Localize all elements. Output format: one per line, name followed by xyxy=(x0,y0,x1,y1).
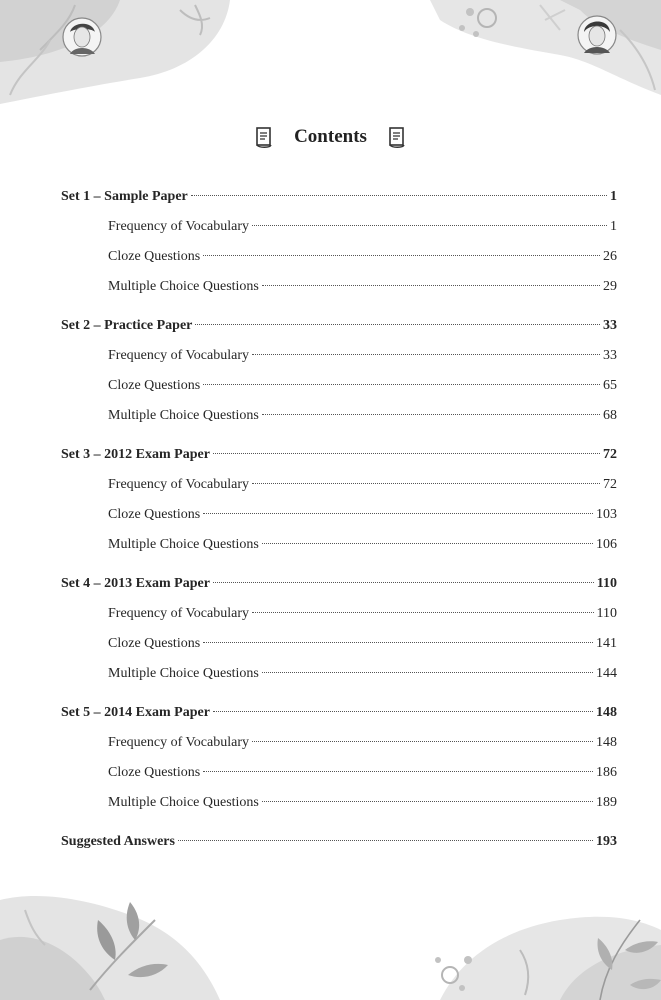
toc-page-number: 72 xyxy=(603,477,617,492)
toc-page-number: 33 xyxy=(603,318,617,333)
toc-entry-label: Multiple Choice Questions xyxy=(108,279,259,294)
dot-leader xyxy=(262,414,600,415)
dot-leader xyxy=(195,324,600,325)
toc-page-number: 148 xyxy=(596,735,617,750)
toc-entry-link[interactable] xyxy=(61,534,617,564)
toc-page-number: 29 xyxy=(603,279,617,294)
toc-page-number: 189 xyxy=(596,795,617,810)
toc-entry-label: Cloze Questions xyxy=(108,249,201,264)
dot-leader xyxy=(262,801,593,802)
toc-page-number: 68 xyxy=(603,408,617,423)
toc-entry-label: Cloze Questions xyxy=(108,378,201,393)
toc-page-number: 106 xyxy=(596,537,617,552)
toc-page-number: 33 xyxy=(603,348,617,363)
toc-heading-link[interactable] xyxy=(61,831,617,861)
top-decoration xyxy=(0,0,661,110)
toc-entry-link[interactable] xyxy=(61,246,617,276)
dot-leader xyxy=(252,612,594,613)
toc-page-number: 110 xyxy=(596,576,617,591)
toc-heading-link[interactable] xyxy=(61,315,617,345)
page-title: Contents xyxy=(294,126,367,147)
toc-entry-label: Frequency of Vocabulary xyxy=(108,477,249,492)
toc-entry-link[interactable] xyxy=(61,474,617,504)
dot-leader xyxy=(262,543,593,544)
toc-entry-link[interactable] xyxy=(61,216,617,246)
toc-entry-label: Frequency of Vocabulary xyxy=(108,606,249,621)
toc-page-number: 65 xyxy=(603,378,617,393)
toc-entry-label: Multiple Choice Questions xyxy=(108,408,259,423)
dot-leader xyxy=(213,582,594,583)
portrait-right xyxy=(577,14,617,56)
toc-page-number: 1 xyxy=(610,219,617,234)
toc-heading-link[interactable] xyxy=(61,444,617,474)
toc-entry-link[interactable] xyxy=(61,504,617,534)
dot-leader xyxy=(252,225,607,226)
toc-page-number: 26 xyxy=(603,249,617,264)
dot-leader xyxy=(203,642,593,643)
toc-entry-link[interactable] xyxy=(61,732,617,762)
dot-leader xyxy=(262,285,600,286)
toc-entry-link[interactable] xyxy=(61,792,617,822)
toc-entry-link[interactable] xyxy=(61,603,617,633)
dot-leader xyxy=(203,384,600,385)
toc-heading-link[interactable] xyxy=(61,702,617,732)
toc-heading-link[interactable] xyxy=(61,186,617,216)
dot-leader xyxy=(252,741,593,742)
toc-page-number: 186 xyxy=(596,765,617,780)
toc-set xyxy=(61,702,617,822)
toc-entry-label: Frequency of Vocabulary xyxy=(108,735,249,750)
toc-entry-label: Cloze Questions xyxy=(108,636,201,651)
toc-page-number: 144 xyxy=(596,666,617,681)
dot-leader xyxy=(191,195,607,196)
toc-heading-label: Set 2 – Practice Paper xyxy=(61,318,193,333)
dot-leader xyxy=(252,354,600,355)
dot-leader xyxy=(213,453,600,454)
toc-page-number: 141 xyxy=(596,636,617,651)
title-row xyxy=(0,126,661,148)
scroll-icon xyxy=(387,126,407,148)
toc-heading-label: Set 4 – 2013 Exam Paper xyxy=(61,576,210,591)
dot-leader xyxy=(203,513,593,514)
toc-heading-label: Set 5 – 2014 Exam Paper xyxy=(61,705,210,720)
toc-page-number: 103 xyxy=(596,507,617,522)
toc-page-number: 148 xyxy=(596,705,617,720)
toc-entry-link[interactable] xyxy=(61,762,617,792)
toc-page-number: 72 xyxy=(603,447,617,462)
dot-leader xyxy=(213,711,593,712)
toc-entry-label: Multiple Choice Questions xyxy=(108,795,259,810)
toc-page-number: 110 xyxy=(596,606,617,621)
dot-leader xyxy=(203,771,593,772)
toc-heading-label: Set 3 – 2012 Exam Paper xyxy=(61,447,210,462)
toc-entry-link[interactable] xyxy=(61,663,617,693)
dot-leader xyxy=(262,672,593,673)
toc-heading-label: Set 1 – Sample Paper xyxy=(61,189,188,204)
dot-leader xyxy=(252,483,600,484)
toc-entry-link[interactable] xyxy=(61,345,617,375)
table-of-contents xyxy=(61,186,617,861)
bottom-decoration xyxy=(0,890,661,1000)
toc-page-number: 1 xyxy=(610,189,617,204)
toc-heading-label: Suggested Answers xyxy=(61,834,175,849)
toc-entry-link[interactable] xyxy=(61,375,617,405)
toc-entry-link[interactable] xyxy=(61,633,617,663)
toc-heading-link[interactable] xyxy=(61,573,617,603)
toc-entry-label: Multiple Choice Questions xyxy=(108,537,259,552)
scroll-icon xyxy=(254,126,274,148)
dot-leader xyxy=(203,255,600,256)
toc-set xyxy=(61,186,617,306)
toc-entry-label: Frequency of Vocabulary xyxy=(108,219,249,234)
toc-entry-label: Cloze Questions xyxy=(108,765,201,780)
portrait-left xyxy=(62,16,102,58)
dot-leader xyxy=(178,840,593,841)
toc-set xyxy=(61,444,617,564)
toc-entry-link[interactable] xyxy=(61,405,617,435)
toc-page-number: 193 xyxy=(596,834,617,849)
toc-entry-link[interactable] xyxy=(61,276,617,306)
toc-entry-label: Cloze Questions xyxy=(108,507,201,522)
toc-set xyxy=(61,315,617,435)
toc-set xyxy=(61,573,617,693)
toc-entry-label: Multiple Choice Questions xyxy=(108,666,259,681)
toc-entry-label: Frequency of Vocabulary xyxy=(108,348,249,363)
